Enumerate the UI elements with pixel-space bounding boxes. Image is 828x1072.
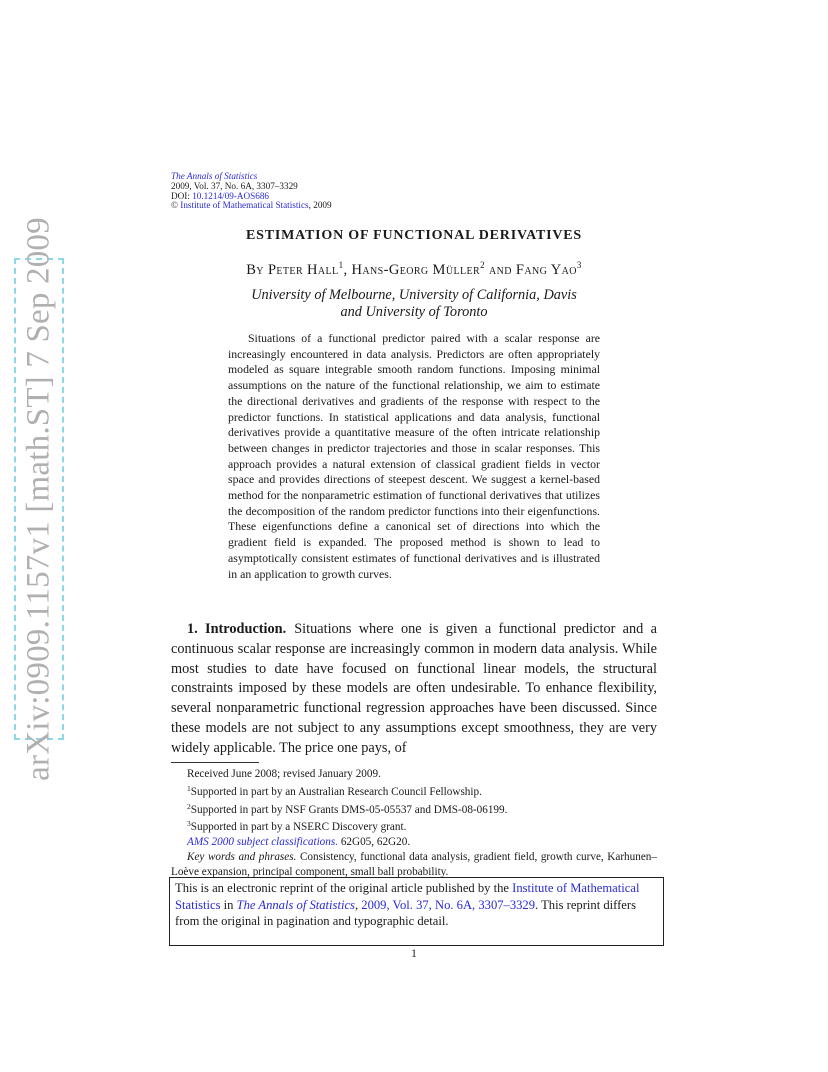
footnotes [171, 767, 657, 880]
footnote-3-mark: 3 [187, 819, 191, 829]
copyright-year: , 2009 [308, 200, 332, 211]
ams-codes: 62G05, 62G20. [338, 836, 411, 849]
footnote-3-text: Supported in part by a NSERC Discovery grant. [190, 821, 407, 834]
author-line: By Peter Hall$^1$, Hans-Georg Müller$^2$ and Fang Yao$^3$ [246, 260, 582, 278]
arxiv-stamp [14, 217, 64, 781]
footnote-1 [171, 782, 657, 800]
footnote-3 [171, 817, 657, 835]
author-1: Peter Hall [267, 262, 339, 278]
keywords-text: Consistency, functional data analysis, gradient field, growth curve, Karhunen–Loève expansion, principal component, small ball probability. [171, 850, 657, 878]
institute-link[interactable]: Institute of Mathematical Statistics [175, 881, 640, 912]
footnote-1-text: Supported in part by an Australian Research Council Fellowship. [190, 785, 482, 798]
footnote-rule [171, 762, 259, 763]
affiliation-line-1: University of Melbourne, University of California, Davis [251, 287, 577, 303]
footnote-2-text: Supported in part by NSF Grants DMS-05-05537 and DMS-08-06199. [190, 803, 508, 816]
introduction-text: Situations where one is given a functional predictor and a continuous scalar response are increasingly common in modern data analysis. While most studies to date have focused on functional linear models, the structural constraints imposed by these models are often undesirable. To enhance flexibility, several nonparametric functional regression approaches have been discussed. Since these models are not subject to any assumptions except smoothness, they are very widely applicable. The price one pays, of [171, 621, 657, 756]
journal-link[interactable]: The Annals of Statistics [236, 897, 355, 912]
author-3: Fang Yao [515, 262, 577, 278]
copyright-symbol: © [171, 200, 178, 211]
introduction-paragraph [171, 620, 657, 759]
section-heading: 1. Introduction. [187, 621, 287, 637]
author-prefix: By [246, 262, 268, 278]
author-3-footnote-mark: 3 [576, 260, 582, 270]
keywords [171, 850, 657, 880]
journal-header [171, 172, 332, 211]
arxiv-stamp-text: arXiv:0909.1157v1 [math.ST] 7 Sep 2009 [20, 217, 57, 781]
reprint-notice-text [175, 880, 655, 930]
footnote-2-mark: 2 [187, 801, 191, 811]
footnote-1-mark: 1 [187, 783, 191, 793]
abstract: Situations of a functional predictor paired with a scalar response are increasingly encountered in data analysis. Predictors are often appropriately modeled as square integrable smooth random functions. Imposing minimal assumptions on the nature of the functional relationship, we aim to estimate the directional derivatives and gradients of the response with respect to the predictor functions. In statistical applications and data analysis, functional derivatives provide a quantitative measure of the often intricate relationship between changes in predictor trajectories and those in scalar responses. This approach provides a natural extension of classical gradient fields in vector space and provides directions of steepest descent. We suggest a kernel-based method for the nonparametric estimation of functional derivatives that utilizes the decomposition of the random predictor functions into their eigenfunctions. These eigenfunctions define a canonical set of directions into which the gradient field is expanded. The proposed method is shown to lead to asymptotically consistent estimates of functional derivatives and is illustrated in an application to growth curves. [228, 331, 600, 581]
journal-name-link[interactable]: The Annals of Statistics [171, 171, 258, 181]
reprint-comma: , [354, 897, 359, 912]
reprint-text-3: . This reprint differs from the original in pagination and typographic detail. [175, 897, 636, 929]
copyright-org-link[interactable]: Institute of Mathematical Statistics [180, 200, 309, 211]
ams-classification [171, 835, 657, 850]
reprint-text-2: in [220, 897, 237, 912]
author-2-footnote-mark: 2 [480, 260, 485, 270]
author-1-footnote-mark: 1 [338, 260, 344, 270]
paper-title: ESTIMATION OF FUNCTIONAL DERIVATIVES [246, 228, 582, 243]
page-number: 1 [411, 948, 417, 960]
keywords-label: Key words and phrases. [187, 850, 297, 863]
citation-link[interactable]: 2009, Vol. 37, No. 6A, 3307–3329 [361, 897, 536, 912]
ams-classification-link[interactable]: AMS 2000 subject classifications. [187, 836, 339, 849]
received-dates: Received June 2008; revised January 2009. [187, 768, 381, 780]
doi-label: DOI: [171, 190, 193, 201]
volume-line: 2009, Vol. 37, No. 6A, 3307–3329 [171, 180, 298, 191]
reprint-text-1: This is an electronic reprint of the original article published by the [175, 881, 513, 895]
affiliation-line-2: and University of Toronto [340, 304, 488, 320]
doi-link[interactable]: 10.1214/09-AOS686 [192, 190, 270, 201]
reprint-notice-box [169, 877, 664, 946]
author-joiner: and [484, 262, 516, 278]
footnote-2 [171, 800, 657, 818]
author-2: Hans-Georg Müller [351, 262, 481, 278]
affiliation [171, 287, 657, 321]
